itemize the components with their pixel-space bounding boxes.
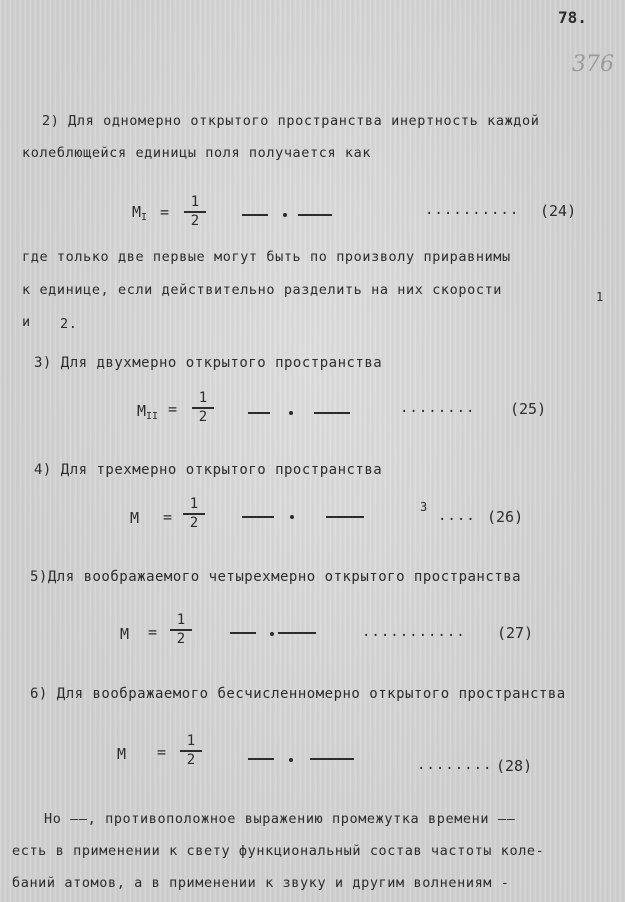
eq27-fraction: 1 2 <box>170 613 192 647</box>
paragraph-2-cont-line-2: к единице, если действительно разделить на них скорости <box>22 282 503 298</box>
margin-note: 1 <box>596 290 604 304</box>
eq27-dash-1 <box>230 632 256 634</box>
eq28-fraction: 1 2 <box>180 734 202 768</box>
eq24-number: (24) <box>540 202 577 220</box>
closing-line-1: Но ——, противоположное выражению промежутка времени —— <box>44 811 516 827</box>
eq25-dash-1 <box>248 412 270 414</box>
paragraph-3: 3) Для двухмерно открытого пространства <box>34 355 383 371</box>
eq26-dot <box>290 515 294 519</box>
paragraph-5: 5)Для воображаемого четырехмерно открытого пространства <box>30 569 522 585</box>
eq28-dash-1 <box>248 758 274 760</box>
eq27-lhs: M <box>120 625 130 643</box>
eq25-dash-2 <box>314 412 350 414</box>
eq27-dash-2 <box>278 632 316 634</box>
paragraph-4: 4) Для трехмерно открытого пространства <box>34 462 383 478</box>
eq28-equals: = <box>157 743 167 761</box>
eq24-dash-2 <box>298 214 332 216</box>
eq27-leaders: ........... <box>362 624 466 640</box>
eq24-lhs: $M_I$ <box>132 203 148 223</box>
paragraph-2-cont-line-3a: и <box>22 314 31 330</box>
eq25-lhs: $M_{II}$ <box>137 402 159 422</box>
closing-line-3: баний атомов, а в применении к звуку и другим волнениям - <box>12 875 510 891</box>
eq26-dash-1 <box>242 516 274 518</box>
eq28-number: (28) <box>496 757 533 775</box>
eq26-fraction: 1 2 <box>183 497 205 531</box>
eq24-dash-1 <box>242 214 268 216</box>
page-number: 78. <box>558 8 587 27</box>
eq24-leaders: .......... <box>425 202 520 218</box>
eq24-fraction: 1 2 <box>184 195 206 229</box>
eq25-fraction: 1 2 <box>192 391 214 425</box>
eq24-equals: = <box>160 203 170 221</box>
eq25-leaders: ........ <box>400 400 476 416</box>
paragraph-2-line-2: колеблющейся единицы поля получается как <box>22 145 372 161</box>
eq26-equals: = <box>163 508 173 526</box>
eq25-equals: = <box>168 400 178 418</box>
eq27-equals: = <box>148 623 158 641</box>
paragraph-6: 6) Для воображаемого бесчисленномерно открытого пространства <box>30 686 566 702</box>
eq26-lhs: M <box>130 509 140 527</box>
pencil-annotation: 376 <box>572 52 614 77</box>
paragraph-2-cont-line-3b: 2. <box>60 316 78 332</box>
eq26-number: (26) <box>487 508 524 526</box>
eq26-exponent: 3 <box>420 500 428 514</box>
eq27-number: (27) <box>497 624 534 642</box>
eq26-dash-2 <box>326 516 364 518</box>
eq28-lhs: M <box>117 745 127 763</box>
eq24-dot <box>283 213 287 217</box>
eq27-dot <box>270 632 274 636</box>
eq28-leaders: ........ <box>417 757 493 773</box>
eq28-dot <box>289 758 293 762</box>
paragraph-2-line-1: 2) Для одномерно открытого пространства инертность каждой <box>42 113 540 129</box>
eq26-leaders: .... <box>438 508 476 524</box>
eq25-number: (25) <box>510 400 547 418</box>
closing-line-2: есть в применении к свету функциональный состав частоты коле- <box>12 843 545 859</box>
eq25-dot <box>289 411 293 415</box>
eq28-dash-2 <box>310 758 354 760</box>
paragraph-2-cont-line-1: где только две первые могут быть по произволу приравнимы <box>22 249 511 265</box>
